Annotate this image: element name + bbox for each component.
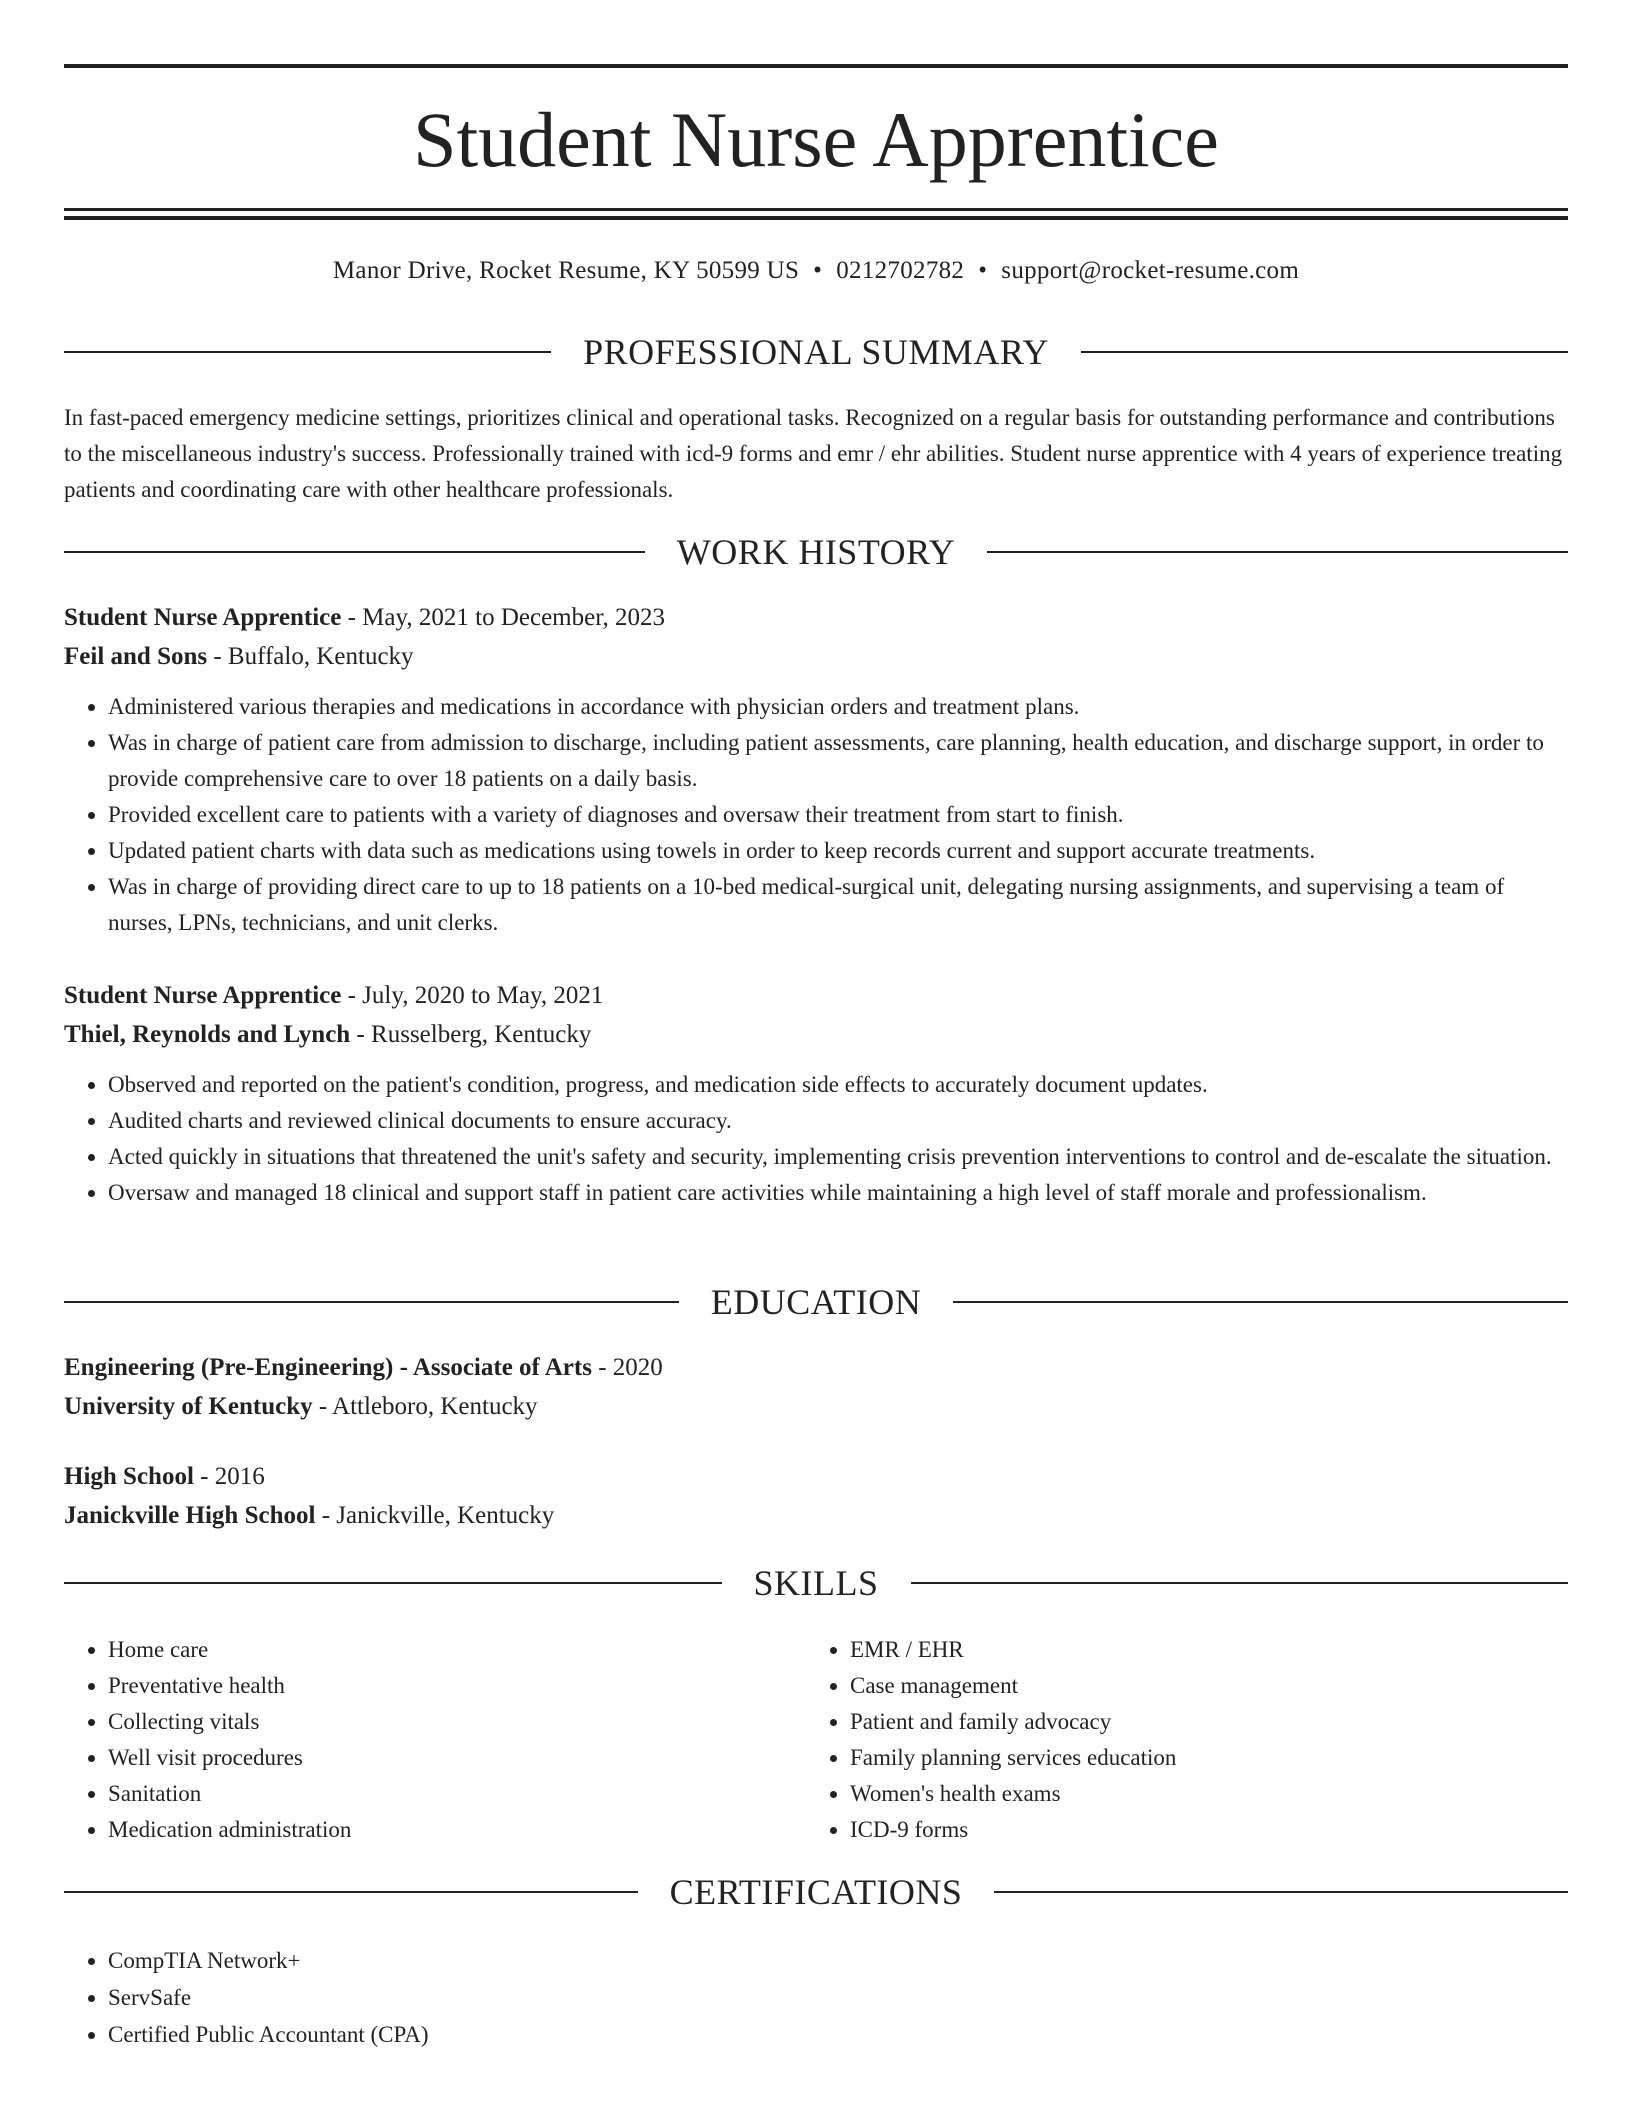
job-bullets xyxy=(64,689,1568,941)
skill-item: • Family planning services education xyxy=(850,1740,1548,1776)
heading-rule xyxy=(953,1301,1568,1303)
skills-heading xyxy=(64,1563,1568,1603)
skills-heading-title: SKILLS xyxy=(753,1563,879,1603)
skill-item: • Sanitation xyxy=(108,1776,806,1812)
job-bullet: • Oversaw and managed 18 clinical and support staff in patient care activities while maintaining a high level of staff morale and professionalism. xyxy=(108,1175,1568,1211)
education-school: University of Kentucky xyxy=(64,1393,313,1420)
contact-phone: 0212702782 xyxy=(836,257,965,284)
job-entry xyxy=(64,976,1568,1211)
education-school: Janickville High School xyxy=(64,1502,316,1529)
job-title-line xyxy=(64,598,1568,637)
contact-separator: • xyxy=(978,257,988,284)
skills-list xyxy=(64,1632,806,1848)
job-company: Thiel, Reynolds and Lynch xyxy=(64,1021,351,1048)
skills-columns xyxy=(64,1632,1568,1848)
job-bullet: • Updated patient charts with data such as medications using towels in order to keep records current and support accurate treatments. xyxy=(108,833,1568,869)
work-history-heading-title: WORK HISTORY xyxy=(676,532,956,572)
work-history-heading xyxy=(64,532,1568,572)
heading-rule xyxy=(64,1301,679,1303)
heading-rule xyxy=(1081,351,1568,353)
job-company-line xyxy=(64,637,1568,676)
education-school-line xyxy=(64,1496,1568,1535)
heading-rule xyxy=(64,351,551,353)
contact-line xyxy=(64,254,1568,288)
job-bullet: • Was in charge of patient care from admission to discharge, including patient assessments, care planning, health education, and discharge support, in order to provide comprehensive care to over 18 patients on a daily basis. xyxy=(108,725,1568,797)
job-company-line xyxy=(64,1015,1568,1054)
certifications-heading xyxy=(64,1872,1568,1912)
certifications-list-wrap xyxy=(64,1942,1568,2053)
heading-rule xyxy=(994,1891,1568,1893)
education-entry xyxy=(64,1457,1568,1535)
education-heading xyxy=(64,1282,1568,1322)
heading-rule xyxy=(911,1582,1569,1584)
education-degree-line xyxy=(64,1348,1568,1387)
education-entry xyxy=(64,1348,1568,1426)
certification-item: • Certified Public Accountant (CPA) xyxy=(108,2016,1568,2053)
education-degree-line xyxy=(64,1457,1568,1496)
skill-item: • Preventative health xyxy=(108,1668,806,1704)
skill-item: • Well visit procedures xyxy=(108,1740,806,1776)
job-company: Feil and Sons xyxy=(64,643,208,670)
job-bullet: • Administered various therapies and medications in accordance with physician orders and treatment plans. xyxy=(108,689,1568,725)
certifications-heading-title: CERTIFICATIONS xyxy=(669,1872,963,1912)
summary-heading-title: PROFESSIONAL SUMMARY xyxy=(583,332,1049,372)
education-heading-title: EDUCATION xyxy=(710,1282,922,1322)
heading-rule xyxy=(987,551,1568,553)
skill-item: • Patient and family advocacy xyxy=(850,1704,1548,1740)
skill-item: • Collecting vitals xyxy=(108,1704,806,1740)
certification-item: • CompTIA Network+ xyxy=(108,1942,1568,1979)
job-location: - Buffalo, Kentucky xyxy=(207,643,414,670)
skill-item: • Case management xyxy=(850,1668,1548,1704)
job-title-line xyxy=(64,976,1568,1015)
skills-list xyxy=(806,1632,1548,1848)
job-dates: - May, 2021 to December, 2023 xyxy=(341,604,666,631)
heading-rule xyxy=(64,1582,722,1584)
summary-heading xyxy=(64,332,1568,372)
job-bullet: • Provided excellent care to patients with a variety of diagnoses and oversaw their treatment from start to finish. xyxy=(108,797,1568,833)
certification-item: • ServSafe xyxy=(108,1979,1568,2016)
job-location: - Russelberg, Kentucky xyxy=(350,1021,592,1048)
job-bullet: • Was in charge of providing direct care to up to 18 patients on a 10-bed medical-surgical unit, delegating nursing assignments, and supervising a team of nurses, LPNs, technicians, and unit clerks. xyxy=(108,869,1568,941)
name-rule-lower xyxy=(64,216,1568,220)
job-bullet: • Observed and reported on the patient's condition, progress, and medication side effects to accurately document updates. xyxy=(108,1067,1568,1103)
heading-rule xyxy=(64,551,645,553)
contact-address: Manor Drive, Rocket Resume, KY 50599 US xyxy=(332,257,800,284)
summary-text: In fast-paced emergency medicine settings, prioritizes clinical and operational tasks. Recognized on a regular basis for outstanding performance and contributions to the miscellaneous industry's success. Professionally trained with icd-9 forms and emr / ehr abilities. Student nurse apprentice with 4 years of experience treating patients and coordinating care with other healthcare professionals. xyxy=(64,405,1563,502)
job-entry xyxy=(64,598,1568,941)
job-title: Student Nurse Apprentice xyxy=(64,604,342,631)
job-bullets xyxy=(64,1067,1568,1211)
job-bullet: • Audited charts and reviewed clinical documents to ensure accuracy. xyxy=(108,1103,1568,1139)
skill-item: • Medication administration xyxy=(108,1812,806,1848)
education-degree: Engineering (Pre-Engineering) - Associate of Arts xyxy=(64,1354,592,1381)
skills-column-right xyxy=(806,1632,1548,1848)
education-degree: High School xyxy=(64,1463,194,1490)
skill-item: • Women's health exams xyxy=(850,1776,1548,1812)
contact-email: support@rocket-resume.com xyxy=(1001,257,1300,284)
candidate-name: Student Nurse Apprentice xyxy=(413,96,1219,183)
education-year: - 2016 xyxy=(193,1463,265,1490)
education-location: - Janickville, Kentucky xyxy=(315,1502,555,1529)
certifications-list xyxy=(64,1942,1568,2053)
skill-item: • ICD-9 forms xyxy=(850,1812,1548,1848)
skill-item: • Home care xyxy=(108,1632,806,1668)
skills-column-left xyxy=(64,1632,806,1848)
top-rule xyxy=(64,64,1568,68)
education-location: - Attleboro, Kentucky xyxy=(312,1393,538,1420)
job-dates: - July, 2020 to May, 2021 xyxy=(341,982,604,1009)
education-year: - 2020 xyxy=(591,1354,663,1381)
skill-item: • EMR / EHR xyxy=(850,1632,1548,1668)
education-school-line xyxy=(64,1387,1568,1426)
contact-separator: • xyxy=(813,257,823,284)
job-title: Student Nurse Apprentice xyxy=(64,982,342,1009)
heading-rule xyxy=(64,1891,638,1893)
job-bullet: • Acted quickly in situations that threatened the unit's safety and security, implementing crisis prevention interventions to control and de-escalate the situation. xyxy=(108,1139,1568,1175)
name-rule-upper xyxy=(64,208,1568,211)
